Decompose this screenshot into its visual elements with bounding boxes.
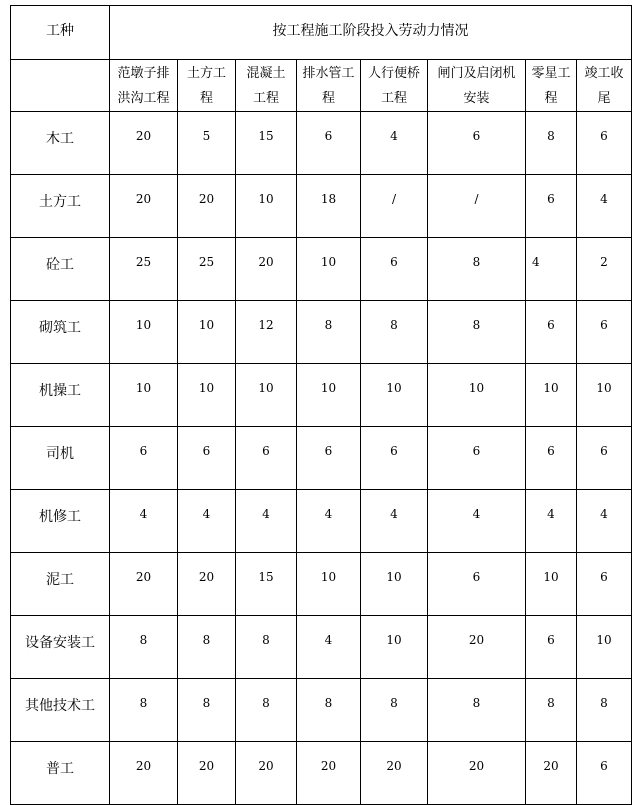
worker-count-cell: 8 — [428, 301, 526, 364]
stage-header — [526, 60, 577, 112]
table-row — [11, 301, 632, 364]
worker-count-cell: 8 — [361, 679, 428, 742]
stage-header-line2: 工程 — [252, 91, 279, 106]
worker-count-cell: 20 — [110, 742, 178, 805]
stage-header-line1: 人行便桥 — [367, 66, 420, 81]
worker-count-cell: / — [428, 175, 526, 238]
table-row — [11, 238, 632, 301]
stage-header-row — [11, 60, 632, 112]
worker-count-cell: 20 — [297, 742, 361, 805]
worker-count-cell: 6 — [577, 427, 632, 490]
table-row — [11, 742, 632, 805]
worker-count-cell: 6 — [361, 427, 428, 490]
trade-label: 普工 — [11, 742, 110, 805]
worker-count-cell: 10 — [110, 364, 178, 427]
stage-header — [297, 60, 361, 112]
worker-count-cell: 4 — [361, 112, 428, 175]
table-row — [11, 616, 632, 679]
worker-count-cell: 6 — [577, 553, 632, 616]
stage-header — [236, 60, 297, 112]
table-row — [11, 553, 632, 616]
stage-header-line1: 排水管工 — [302, 66, 355, 81]
worker-count-cell: 6 — [577, 742, 632, 805]
stage-header-line1: 零星工 — [531, 66, 571, 81]
worker-count-cell: 4 — [526, 490, 577, 553]
table-row — [11, 175, 632, 238]
worker-count-cell: 6 — [526, 616, 577, 679]
trade-label: 泥工 — [11, 553, 110, 616]
worker-count-cell: 6 — [297, 427, 361, 490]
worker-count-cell: 20 — [526, 742, 577, 805]
worker-count-cell: 6 — [361, 238, 428, 301]
stage-header-line2: 洪沟工程 — [117, 91, 170, 106]
empty-corner-cell — [11, 60, 110, 112]
worker-count-cell: 6 — [526, 301, 577, 364]
trade-label: 砌筑工 — [11, 301, 110, 364]
trade-label: 设备安装工 — [11, 616, 110, 679]
trade-label: 机操工 — [11, 364, 110, 427]
worker-count-cell: 6 — [577, 301, 632, 364]
worker-count-cell: 20 — [361, 742, 428, 805]
table-row — [11, 679, 632, 742]
stage-header-line2: 程 — [321, 91, 335, 106]
worker-count-cell: 8 — [526, 679, 577, 742]
stage-header-line2: 程 — [544, 91, 558, 106]
worker-count-cell: 6 — [428, 112, 526, 175]
worker-count-cell: 10 — [236, 175, 297, 238]
worker-count-cell: 6 — [428, 427, 526, 490]
worker-count-cell: 8 — [577, 679, 632, 742]
trade-label: 土方工 — [11, 175, 110, 238]
worker-count-cell: 20 — [110, 112, 178, 175]
corner-header: 工种 — [11, 6, 110, 60]
stage-header-line2: 程 — [199, 91, 213, 106]
worker-count-cell: 10 — [526, 553, 577, 616]
worker-count-cell: 10 — [178, 301, 236, 364]
stage-header-line2: 安装 — [463, 91, 490, 106]
worker-count-cell: 4 — [110, 490, 178, 553]
worker-count-cell: 4 — [577, 490, 632, 553]
worker-count-cell: / — [361, 175, 428, 238]
worker-count-cell: 4 — [577, 175, 632, 238]
worker-count-cell: 8 — [361, 301, 428, 364]
worker-count-cell: 20 — [178, 742, 236, 805]
worker-count-cell: 25 — [110, 238, 178, 301]
worker-count-cell: 6 — [577, 112, 632, 175]
worker-count-cell: 8 — [236, 616, 297, 679]
worker-count-cell: 4 — [526, 238, 577, 301]
worker-count-cell: 4 — [297, 490, 361, 553]
worker-count-cell: 8 — [178, 679, 236, 742]
stage-header-line1: 闸门及启闭机 — [437, 66, 516, 81]
worker-count-cell: 15 — [236, 553, 297, 616]
worker-count-cell: 10 — [428, 364, 526, 427]
worker-count-cell: 10 — [297, 238, 361, 301]
worker-count-cell: 6 — [428, 553, 526, 616]
worker-count-cell: 20 — [110, 175, 178, 238]
trade-label: 砼工 — [11, 238, 110, 301]
worker-count-cell: 20 — [236, 238, 297, 301]
worker-count-cell: 12 — [236, 301, 297, 364]
worker-count-cell: 4 — [178, 490, 236, 553]
worker-count-cell: 6 — [110, 427, 178, 490]
worker-count-cell: 15 — [236, 112, 297, 175]
worker-count-cell: 8 — [428, 679, 526, 742]
worker-count-cell: 4 — [297, 616, 361, 679]
worker-count-cell: 4 — [361, 490, 428, 553]
worker-count-cell: 10 — [236, 364, 297, 427]
trade-label: 机修工 — [11, 490, 110, 553]
stage-header-line1: 混凝土 — [246, 66, 286, 81]
worker-count-cell: 20 — [178, 553, 236, 616]
stage-header-line1: 土方工 — [186, 66, 226, 81]
worker-count-cell: 6 — [526, 427, 577, 490]
worker-count-cell: 10 — [110, 301, 178, 364]
worker-count-cell: 8 — [110, 679, 178, 742]
worker-count-cell: 10 — [577, 616, 632, 679]
worker-count-cell: 10 — [361, 553, 428, 616]
trade-label: 其他技术工 — [11, 679, 110, 742]
worker-count-cell: 8 — [428, 238, 526, 301]
worker-count-cell: 20 — [178, 175, 236, 238]
table-row — [11, 364, 632, 427]
worker-count-cell: 8 — [526, 112, 577, 175]
worker-count-cell: 8 — [178, 616, 236, 679]
stage-header — [428, 60, 526, 112]
worker-count-cell: 20 — [428, 742, 526, 805]
worker-count-cell: 6 — [526, 175, 577, 238]
worker-count-cell: 2 — [577, 238, 632, 301]
stage-header-line2: 尾 — [597, 91, 611, 106]
worker-count-cell: 10 — [361, 364, 428, 427]
trade-label: 木工 — [11, 112, 110, 175]
worker-count-cell: 8 — [297, 679, 361, 742]
worker-count-cell: 10 — [297, 553, 361, 616]
stage-header — [178, 60, 236, 112]
table-title: 按工程施工阶段投入劳动力情况 — [110, 6, 632, 60]
worker-count-cell: 10 — [577, 364, 632, 427]
worker-count-cell: 18 — [297, 175, 361, 238]
worker-count-cell: 6 — [178, 427, 236, 490]
worker-count-cell: 10 — [526, 364, 577, 427]
stage-header-line2: 工程 — [380, 91, 407, 106]
worker-count-cell: 20 — [110, 553, 178, 616]
worker-count-cell: 20 — [428, 616, 526, 679]
worker-count-cell: 10 — [178, 364, 236, 427]
stage-header-line1: 竣工收 — [584, 66, 624, 81]
worker-count-cell: 6 — [236, 427, 297, 490]
stage-header — [361, 60, 428, 112]
stage-header — [577, 60, 632, 112]
worker-count-cell: 8 — [297, 301, 361, 364]
table-row — [11, 112, 632, 175]
table-row — [11, 490, 632, 553]
worker-count-cell: 8 — [110, 616, 178, 679]
worker-count-cell: 6 — [297, 112, 361, 175]
worker-count-cell: 8 — [236, 679, 297, 742]
title-row — [11, 6, 632, 60]
labor-allocation-table — [10, 5, 632, 805]
worker-count-cell: 5 — [178, 112, 236, 175]
worker-count-cell: 4 — [428, 490, 526, 553]
worker-count-cell: 10 — [361, 616, 428, 679]
stage-header — [110, 60, 178, 112]
table-row — [11, 427, 632, 490]
worker-count-cell: 20 — [236, 742, 297, 805]
stage-header-line1: 范墩子排 — [117, 66, 170, 81]
worker-count-cell: 10 — [297, 364, 361, 427]
worker-count-cell: 4 — [236, 490, 297, 553]
worker-count-cell: 25 — [178, 238, 236, 301]
trade-label: 司机 — [11, 427, 110, 490]
